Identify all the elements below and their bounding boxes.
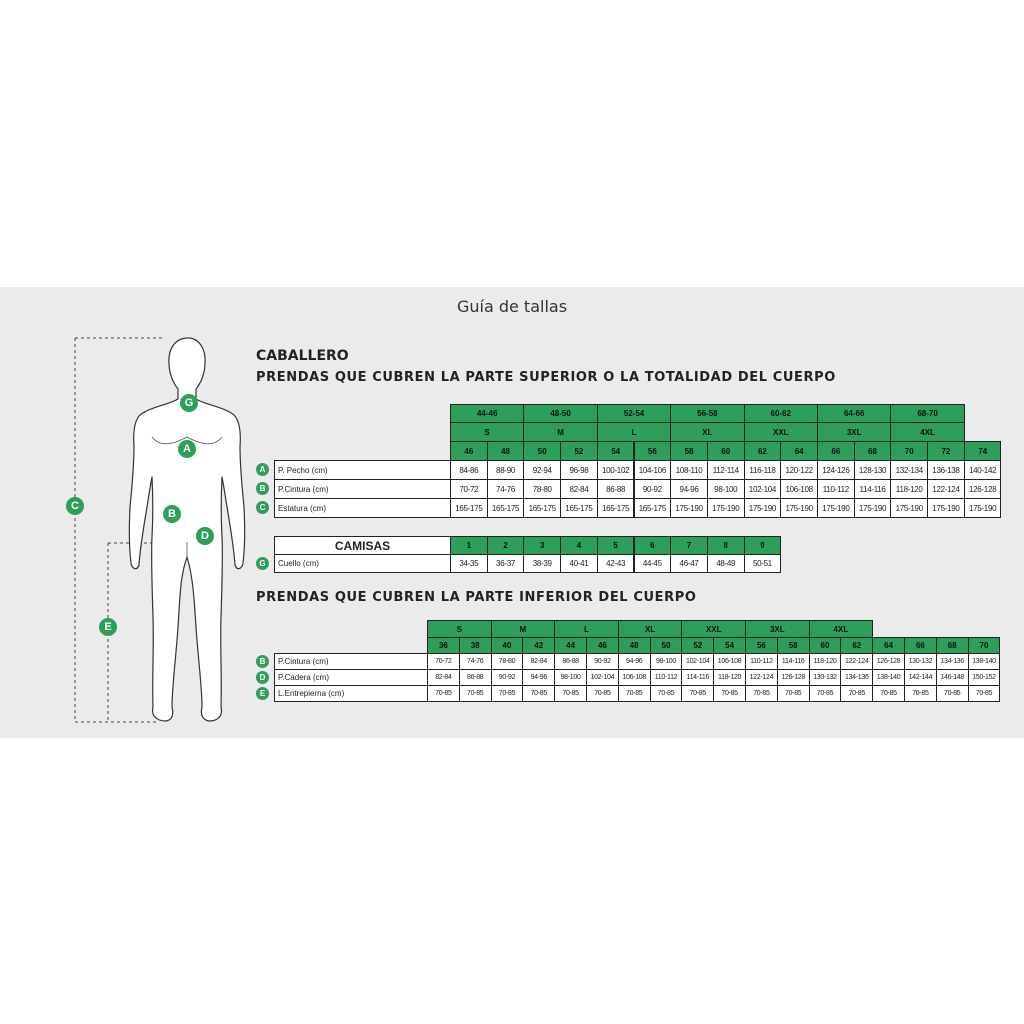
numeric-size-header: 70 <box>890 441 928 461</box>
table-cell: 175-190 <box>964 498 1002 518</box>
table-cell: 40-41 <box>560 554 598 573</box>
table-cell: 36-37 <box>487 554 525 573</box>
table-cell: 82-84 <box>427 669 460 686</box>
table-cell: 110-112 <box>817 479 855 499</box>
shirt-size-header: 1 <box>450 536 488 555</box>
table-cell: 70-72 <box>427 653 460 670</box>
letter-size-header: L <box>597 422 671 442</box>
body-figure-svg <box>0 287 260 738</box>
table-cell: 90-92 <box>491 669 524 686</box>
numeric-size-header: 62 <box>744 441 782 461</box>
row-label: P.Cadera (cm) <box>274 669 428 686</box>
table-cell: 106-108 <box>713 653 746 670</box>
table-cell: 70-85 <box>522 685 555 702</box>
letter-size-header: 4XL <box>890 422 964 442</box>
table-cell: 78-80 <box>523 479 561 499</box>
table-cell: 175-190 <box>707 498 745 518</box>
body-figure <box>0 287 260 738</box>
letter-size-header: XL <box>670 422 744 442</box>
table-cell: 165-175 <box>487 498 525 518</box>
numeric-size-header: 60 <box>707 441 745 461</box>
lower-heading: PRENDAS QUE CUBREN LA PARTE INFERIOR DEL CUERPO <box>256 590 697 605</box>
table-cell: 165-175 <box>450 498 488 518</box>
table-cell: 104-106 <box>634 460 672 480</box>
measure-badge-icon: D <box>256 671 269 684</box>
numeric-size-header: 50 <box>650 637 683 654</box>
measure-badge-icon: B <box>256 655 269 668</box>
measure-badge-icon: E <box>256 687 269 700</box>
numeric-size-header: 66 <box>817 441 855 461</box>
numeric-size-header: 60 <box>809 637 842 654</box>
eu-range-header: 64-66 <box>817 404 891 423</box>
row-label: Cuello (cm) <box>274 554 451 573</box>
table-cell: 122-124 <box>840 653 873 670</box>
row-label: P. Pecho (cm) <box>274 460 451 480</box>
eu-range-header: 68-70 <box>890 404 964 423</box>
numeric-size-header: 68 <box>936 637 969 654</box>
marker-e-icon: E <box>99 618 117 636</box>
table-cell: 82-84 <box>560 479 598 499</box>
numeric-size-header: 48 <box>487 441 525 461</box>
table-cell: 106-108 <box>618 669 651 686</box>
numeric-size-header: 64 <box>872 637 905 654</box>
table-cell: 120-122 <box>780 460 818 480</box>
table-cell: 88-90 <box>487 460 525 480</box>
table-cell: 70-85 <box>459 685 492 702</box>
table-cell: 175-190 <box>854 498 892 518</box>
table-cell: 150-152 <box>968 669 1001 686</box>
table-cell: 70-85 <box>586 685 619 702</box>
table-cell: 86-88 <box>459 669 492 686</box>
table-cell: 70-85 <box>554 685 587 702</box>
table-cell: 110-112 <box>650 669 683 686</box>
marker-a-icon: A <box>178 440 196 458</box>
table-cell: 96-98 <box>560 460 598 480</box>
row-label: L.Entrepierna (cm) <box>274 685 428 702</box>
table-cell: 100-102 <box>597 460 635 480</box>
table-cell: 34-35 <box>450 554 488 573</box>
table-cell: 118-120 <box>809 653 842 670</box>
table-cell: 70-85 <box>650 685 683 702</box>
table-cell: 132-134 <box>890 460 928 480</box>
table-cell: 70-85 <box>491 685 524 702</box>
numeric-size-header: 36 <box>427 637 460 654</box>
table-cell: 86-88 <box>554 653 587 670</box>
marker-g-icon: G <box>180 394 198 412</box>
table-cell: 78-80 <box>491 653 524 670</box>
table-cell: 70-85 <box>745 685 778 702</box>
letter-size-header: S <box>450 422 524 442</box>
table-cell: 50-51 <box>744 554 782 573</box>
letter-size-header: 4XL <box>809 620 874 638</box>
eu-range-header: 48-50 <box>523 404 597 423</box>
numeric-size-header: 38 <box>459 637 492 654</box>
shirt-size-header: 2 <box>487 536 525 555</box>
numeric-size-header: 44 <box>554 637 587 654</box>
table-cell: 116-118 <box>744 460 782 480</box>
table-cell: 82-84 <box>522 653 555 670</box>
letter-size-header: XXL <box>744 422 818 442</box>
table-cell: 98-100 <box>707 479 745 499</box>
table-cell: 70-72 <box>450 479 488 499</box>
numeric-size-header: 68 <box>854 441 892 461</box>
section-title: CABALLERO <box>256 348 349 364</box>
measure-badge-icon: B <box>256 482 269 495</box>
numeric-size-header: 56 <box>745 637 778 654</box>
table-cell: 70-85 <box>618 685 651 702</box>
eu-range-header: 52-54 <box>597 404 671 423</box>
table-cell: 46-47 <box>670 554 708 573</box>
shirt-size-header: 4 <box>560 536 598 555</box>
table-cell: 70-85 <box>904 685 937 702</box>
numeric-size-header: 56 <box>634 441 672 461</box>
table-cell: 98-100 <box>554 669 587 686</box>
numeric-size-header: 46 <box>586 637 619 654</box>
table-cell: 126-128 <box>777 669 810 686</box>
table-cell: 175-190 <box>890 498 928 518</box>
table-cell: 108-110 <box>670 460 708 480</box>
table-cell: 175-190 <box>817 498 855 518</box>
table-cell: 48-49 <box>707 554 745 573</box>
table-cell: 130-132 <box>904 653 937 670</box>
measure-badge-icon: A <box>256 463 269 476</box>
table-cell: 114-116 <box>777 653 810 670</box>
table-cell: 70-85 <box>713 685 746 702</box>
table-cell: 146-148 <box>936 669 969 686</box>
table-cell: 118-120 <box>890 479 928 499</box>
letter-size-header: 3XL <box>817 422 891 442</box>
table-cell: 94-96 <box>522 669 555 686</box>
table-cell: 94-96 <box>618 653 651 670</box>
table-cell: 124-126 <box>817 460 855 480</box>
letter-size-header: L <box>554 620 619 638</box>
shirt-size-header: 3 <box>523 536 561 555</box>
table-cell: 134-136 <box>840 669 873 686</box>
letter-size-header: 3XL <box>745 620 810 638</box>
table-cell: 140-142 <box>964 460 1002 480</box>
table-cell: 86-88 <box>597 479 635 499</box>
marker-c-icon: C <box>66 497 84 515</box>
shirt-size-header: 5 <box>597 536 635 555</box>
table-cell: 94-96 <box>670 479 708 499</box>
camisas-title: CAMISAS <box>274 536 451 555</box>
numeric-size-header: 42 <box>522 637 555 654</box>
row-label: Estatura (cm) <box>274 498 451 518</box>
measure-badge-icon: G <box>256 557 269 570</box>
table-cell: 126-128 <box>872 653 905 670</box>
table-cell: 70-85 <box>840 685 873 702</box>
table-cell: 84-86 <box>450 460 488 480</box>
page-title: Guía de tallas <box>456 297 568 316</box>
shirt-size-header: 9 <box>744 536 782 555</box>
table-cell: 70-85 <box>968 685 1001 702</box>
table-cell: 134-136 <box>936 653 969 670</box>
numeric-size-header: 48 <box>618 637 651 654</box>
table-cell: 92-94 <box>523 460 561 480</box>
table-cell: 126-128 <box>964 479 1002 499</box>
table-cell: 98-100 <box>650 653 683 670</box>
table-cell: 175-190 <box>780 498 818 518</box>
table-cell: 70-85 <box>427 685 460 702</box>
table-cell: 136-138 <box>927 460 965 480</box>
numeric-size-header: 40 <box>491 637 524 654</box>
numeric-size-header: 46 <box>450 441 488 461</box>
table-cell: 70-85 <box>872 685 905 702</box>
shirt-size-header: 8 <box>707 536 745 555</box>
table-cell: 165-175 <box>560 498 598 518</box>
table-cell: 74-76 <box>459 653 492 670</box>
table-cell: 74-76 <box>487 479 525 499</box>
table-cell: 70-85 <box>809 685 842 702</box>
letter-size-header: S <box>427 620 492 638</box>
table-cell: 70-85 <box>936 685 969 702</box>
shirt-size-header: 6 <box>634 536 672 555</box>
marker-b-icon: B <box>163 505 181 523</box>
table-cell: 138-140 <box>968 653 1001 670</box>
table-cell: 128-130 <box>854 460 892 480</box>
table-cell: 138-140 <box>872 669 905 686</box>
table-cell: 102-104 <box>744 479 782 499</box>
numeric-size-header: 66 <box>904 637 937 654</box>
table-cell: 70-85 <box>681 685 714 702</box>
letter-size-header: XL <box>618 620 683 638</box>
table-cell: 110-112 <box>745 653 778 670</box>
table-cell: 130-132 <box>809 669 842 686</box>
table-cell: 112-114 <box>707 460 745 480</box>
numeric-size-header: 54 <box>597 441 635 461</box>
table-cell: 44-45 <box>634 554 672 573</box>
table-cell: 102-104 <box>586 669 619 686</box>
eu-range-header: 44-46 <box>450 404 524 423</box>
numeric-size-header: 64 <box>780 441 818 461</box>
table-cell: 42-43 <box>597 554 635 573</box>
table-cell: 165-175 <box>634 498 672 518</box>
numeric-size-header: 54 <box>713 637 746 654</box>
marker-d-icon: D <box>196 527 214 545</box>
table-cell: 118-120 <box>713 669 746 686</box>
letter-size-header: M <box>523 422 597 442</box>
table-cell: 165-175 <box>597 498 635 518</box>
table-cell: 142-144 <box>904 669 937 686</box>
numeric-size-header: 72 <box>927 441 965 461</box>
shirt-size-header: 7 <box>670 536 708 555</box>
numeric-size-header: 58 <box>777 637 810 654</box>
numeric-size-header: 70 <box>968 637 1001 654</box>
table-cell: 114-116 <box>681 669 714 686</box>
table-cell: 90-92 <box>634 479 672 499</box>
table-cell: 106-108 <box>780 479 818 499</box>
numeric-size-header: 52 <box>681 637 714 654</box>
letter-size-header: M <box>491 620 556 638</box>
table-cell: 165-175 <box>523 498 561 518</box>
numeric-size-header: 58 <box>670 441 708 461</box>
table-cell: 38-39 <box>523 554 561 573</box>
numeric-size-header: 50 <box>523 441 561 461</box>
upper-heading: PRENDAS QUE CUBREN LA PARTE SUPERIOR O LA TOTALIDAD DEL CUERPO <box>256 370 836 385</box>
eu-range-header: 60-62 <box>744 404 818 423</box>
table-cell: 114-116 <box>854 479 892 499</box>
letter-size-header: XXL <box>681 620 746 638</box>
table-cell: 70-85 <box>777 685 810 702</box>
table-cell: 90-92 <box>586 653 619 670</box>
numeric-size-header: 62 <box>840 637 873 654</box>
table-cell: 175-190 <box>670 498 708 518</box>
table-cell: 122-124 <box>745 669 778 686</box>
table-cell: 122-124 <box>927 479 965 499</box>
eu-range-header: 56-58 <box>670 404 744 423</box>
numeric-size-header: 74 <box>964 441 1002 461</box>
row-label: P.Cintura (cm) <box>274 479 451 499</box>
row-label: P.Cintura (cm) <box>274 653 428 670</box>
table-cell: 175-190 <box>927 498 965 518</box>
table-cell: 102-104 <box>681 653 714 670</box>
table-cell: 175-190 <box>744 498 782 518</box>
numeric-size-header: 52 <box>560 441 598 461</box>
measure-badge-icon: C <box>256 501 269 514</box>
